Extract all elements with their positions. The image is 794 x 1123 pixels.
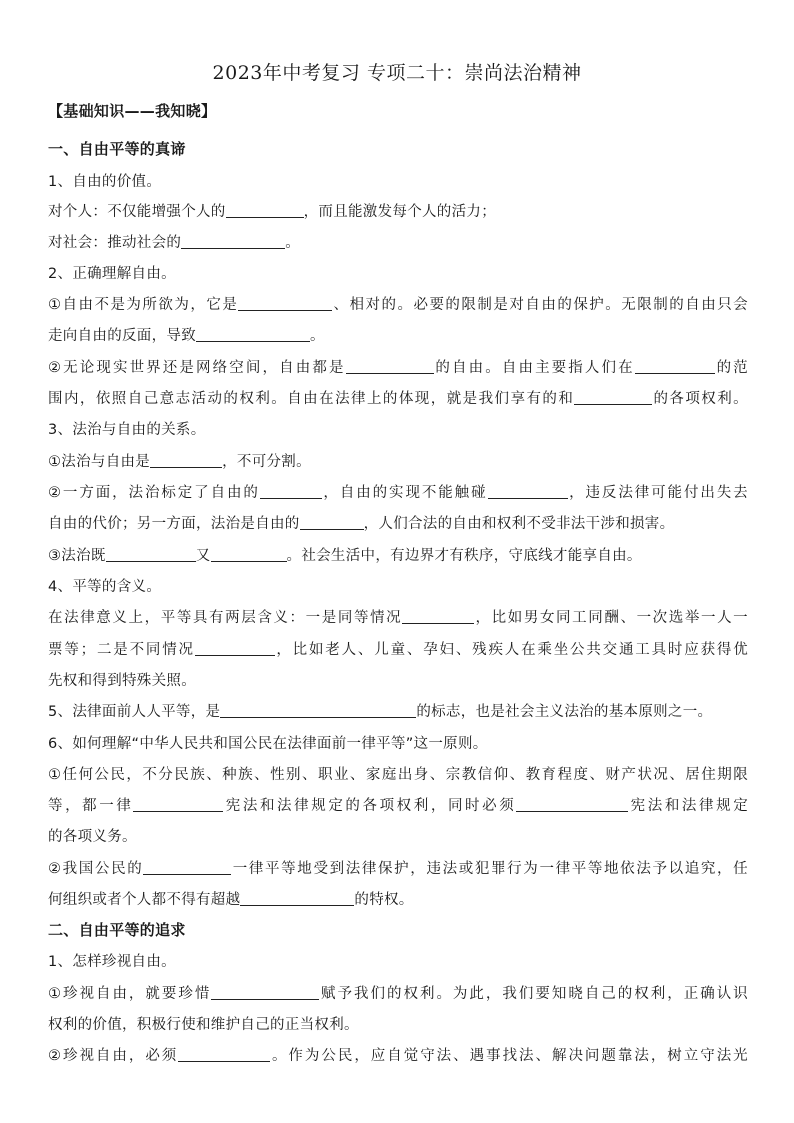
text-line: ①珍视自由，就要珍惜 赋予我们的权利。为此，我们要知晓自己的权利，正确认识: [48, 986, 748, 1002]
blank[interactable]: [211, 985, 319, 1001]
text-line: ②一方面，法治标定了自由的 ，自由的实现不能触碰 ，违反法律可能付出失去: [48, 485, 748, 501]
blank[interactable]: [150, 453, 222, 469]
text-line: 的各项义务。: [48, 829, 137, 845]
blank[interactable]: [240, 891, 354, 907]
text-line: ②我国公民的 一律平等地受到法律保护，违法或犯罪行为一律平等地依法予以追究，任: [48, 861, 748, 877]
blank[interactable]: [133, 797, 223, 813]
blank[interactable]: [346, 359, 434, 375]
blank[interactable]: [402, 609, 474, 625]
text-line: 权利的价值，积极行使和维护自己的正当权利。: [48, 1017, 359, 1033]
blank[interactable]: [220, 703, 416, 719]
text-line: ①任何公民，不分民族、种族、性别、职业、家庭出身、宗教信仰、教育程度、财产状况、居住期限: [48, 767, 748, 783]
text-line: 票等；二是不同情况 ，比如老人、儿童、孕妇、残疾人在乘坐公共交通工具时应获得优: [48, 642, 748, 658]
text-line: ①自由不是为所欲为，它是 、相对的。必要的限制是对自由的保护。无限制的自由只会: [48, 297, 748, 313]
blank[interactable]: [196, 327, 310, 343]
text-line: ③法治既 又 。社会生活中，有边界才有秩序，守底线才能享自由。: [48, 548, 642, 564]
item-title: 2、正确理解自由。: [48, 266, 176, 282]
item-title: 6、如何理解“中华人民共和国公民在法律面前一律平等”这一原则。: [48, 736, 488, 752]
blank[interactable]: [181, 234, 285, 250]
blank[interactable]: [488, 484, 568, 500]
item-title: 4、平等的含义。: [48, 579, 162, 595]
item-title: 3、法治与自由的关系。: [48, 422, 206, 438]
blank[interactable]: [106, 547, 196, 563]
blank[interactable]: [143, 860, 231, 876]
blank[interactable]: [574, 390, 652, 406]
text-line: 5、法律面前人人平等，是 的标志，也是社会主义法治的基本原则之一。: [48, 704, 713, 720]
text-line: 走向自由的反面，导致 。: [48, 328, 325, 344]
text-line: 对个人：不仅能增强个人的 ，而且能激发每个人的活力；: [48, 204, 497, 220]
text-line: 何组织或者个人都不得有超越 的特权。: [48, 892, 414, 908]
blank[interactable]: [211, 547, 287, 563]
section-banner: 【基础知识——我知晓】: [48, 102, 217, 120]
blank[interactable]: [516, 797, 628, 813]
blank[interactable]: [195, 641, 275, 657]
text-line: 围内，依照自己意志活动的权利。自由在法律上的体现，就是我们享有的和 的各项权利。: [48, 391, 748, 407]
text-line: ①法治与自由是 ，不可分割。: [48, 454, 311, 470]
text-line: ②珍视自由，必须 。作为公民，应自觉守法、遇事找法、解决问题靠法，树立守法光: [48, 1048, 748, 1064]
blank[interactable]: [260, 484, 322, 500]
text-line: 先权和得到特殊关照。: [48, 673, 196, 689]
section-heading-1: 一、自由平等的真谛: [48, 140, 186, 158]
blank[interactable]: [238, 296, 332, 312]
blank[interactable]: [300, 515, 364, 531]
blank[interactable]: [226, 203, 304, 219]
item-title: 1、自由的价值。: [48, 174, 162, 190]
text-line: 自由的代价；另一方面，法治是自由的 ，人们合法的自由和权利不受非法干涉和损害。: [48, 516, 675, 532]
text-line: 在法律意义上，平等具有两层含义：一是同等情况 ，比如男女同工同酬、一次选举一人一: [48, 610, 748, 626]
blank[interactable]: [178, 1047, 270, 1063]
page-title: 2023年中考复习 专项二十：崇尚法治精神: [212, 62, 582, 84]
text-line: 等，都一律 宪法和法律规定的各项权利，同时必须 宪法和法律规定: [48, 798, 748, 814]
text-line: 对社会：推动社会的 。: [48, 235, 301, 251]
item-title: 1、怎样珍视自由。: [48, 954, 176, 970]
blank[interactable]: [635, 359, 715, 375]
section-heading-2: 二、自由平等的追求: [48, 921, 186, 939]
text-line: ②无论现实世界还是网络空间，自由都是 的自由。自由主要指人们在 的范: [48, 360, 748, 376]
